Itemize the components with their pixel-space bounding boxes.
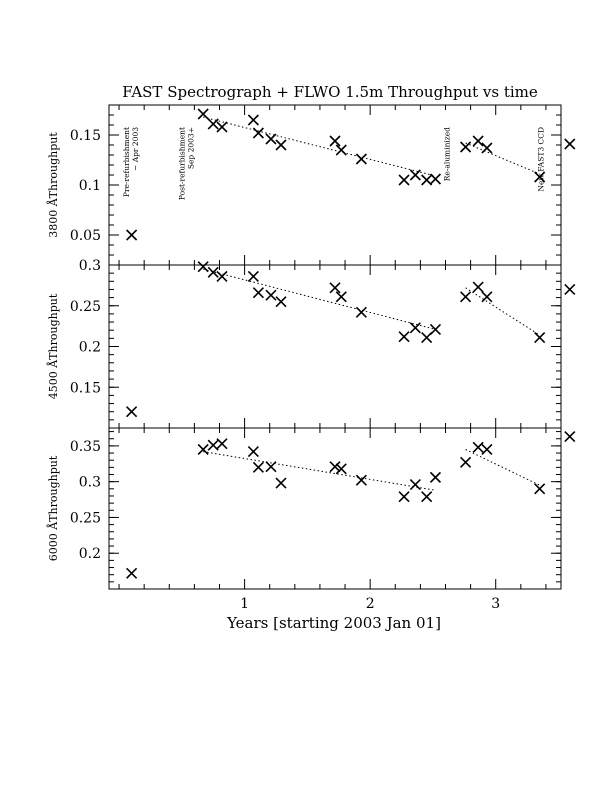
panel-frame: [109, 428, 561, 589]
annotation-text: Sep 2003+: [186, 127, 196, 170]
trend-line: [203, 269, 435, 329]
data-point: [253, 128, 263, 138]
x-axis-label: Years [starting 2003 Jan 01]: [227, 614, 441, 632]
trend-line: [466, 288, 540, 335]
data-point: [276, 478, 286, 488]
data-point: [482, 444, 492, 454]
data-point: [127, 230, 137, 240]
data-point: [410, 170, 420, 180]
annotation: [177, 127, 195, 200]
annotation-text: Pre-refurbishment: [122, 127, 132, 198]
data-point: [430, 324, 440, 334]
y-tick-label: 0.25: [69, 510, 101, 527]
y-tick-label: 0.2: [78, 546, 101, 563]
panel-3: [46, 428, 575, 589]
chart-title: FAST Spectrograph + FLWO 1.5m Throughput vs time: [122, 83, 538, 101]
y-tick-label: 0.05: [69, 228, 101, 244]
data-point: [248, 115, 258, 125]
annotation: [442, 127, 451, 181]
annotation-text: New FAST3 CCD: [536, 127, 546, 192]
data-point: [430, 174, 440, 184]
data-point: [473, 282, 483, 292]
annotation-text: Post-refurbishment: [177, 127, 187, 201]
data-point: [217, 122, 227, 132]
data-point: [482, 143, 492, 153]
data-point: [356, 475, 366, 485]
data-point: [208, 440, 218, 450]
y-tick-label: 0.1: [78, 178, 101, 194]
data-point: [356, 154, 366, 164]
data-point: [276, 140, 286, 150]
data-point: [127, 407, 137, 417]
data-point: [565, 432, 575, 442]
trend-line: [466, 449, 540, 485]
data-point: [410, 323, 420, 333]
data-point: [208, 119, 218, 129]
trend-line: [203, 117, 435, 176]
y-tick-label: 0.25: [69, 298, 101, 315]
data-point: [535, 484, 545, 494]
data-point: [356, 307, 366, 317]
panel-1: [46, 105, 575, 265]
data-point: [399, 492, 409, 502]
data-point: [198, 444, 208, 454]
data-point: [565, 139, 575, 149]
annotation-text: ~ Apr 2003: [131, 127, 141, 171]
y-tick-label: 0.2: [78, 339, 101, 356]
data-point: [565, 284, 575, 294]
data-point: [473, 136, 483, 146]
data-point: [208, 267, 218, 277]
y-axis-label: 6000 ÅThroughput: [47, 455, 60, 562]
data-point: [248, 447, 258, 457]
data-point: [336, 145, 346, 155]
y-tick-label: 0.15: [69, 128, 101, 144]
data-point: [217, 271, 227, 281]
y-tick-label: 0.35: [69, 438, 101, 455]
x-tick-label: 2: [365, 596, 375, 612]
data-point: [266, 134, 276, 144]
data-point: [330, 283, 340, 293]
annotation: [536, 127, 545, 192]
data-point: [399, 332, 409, 342]
data-point: [248, 271, 258, 281]
trend-line: [466, 143, 540, 174]
data-point: [336, 292, 346, 302]
plot-layer: [46, 105, 575, 612]
y-axis-label: 4500 ÅThroughput: [47, 293, 60, 400]
data-point: [482, 292, 492, 302]
data-point: [253, 462, 263, 472]
annotation: [122, 127, 140, 197]
panel-frame: [109, 265, 561, 428]
x-tick-label: 3: [491, 596, 501, 612]
y-tick-label: 0.3: [78, 258, 101, 274]
data-point: [535, 333, 545, 343]
data-point: [461, 457, 471, 467]
data-point: [253, 288, 263, 298]
data-point: [276, 297, 286, 307]
data-point: [399, 175, 409, 185]
data-point: [127, 568, 137, 578]
data-point: [217, 439, 227, 449]
data-point: [430, 472, 440, 482]
x-tick-label: 1: [240, 596, 250, 612]
data-point: [410, 480, 420, 490]
trend-line: [203, 452, 435, 491]
panel-2: [46, 258, 575, 428]
data-point: [198, 262, 208, 272]
annotation-text: Re-aluminized: [442, 127, 452, 182]
data-point: [461, 292, 471, 302]
data-point: [266, 290, 276, 300]
data-point: [330, 136, 340, 146]
data-point: [422, 492, 432, 502]
y-axis-label: 3800 ÅThroughput: [47, 132, 60, 238]
y-tick-label: 0.3: [78, 474, 101, 491]
data-point: [473, 442, 483, 452]
y-tick-label: 0.15: [69, 380, 101, 397]
